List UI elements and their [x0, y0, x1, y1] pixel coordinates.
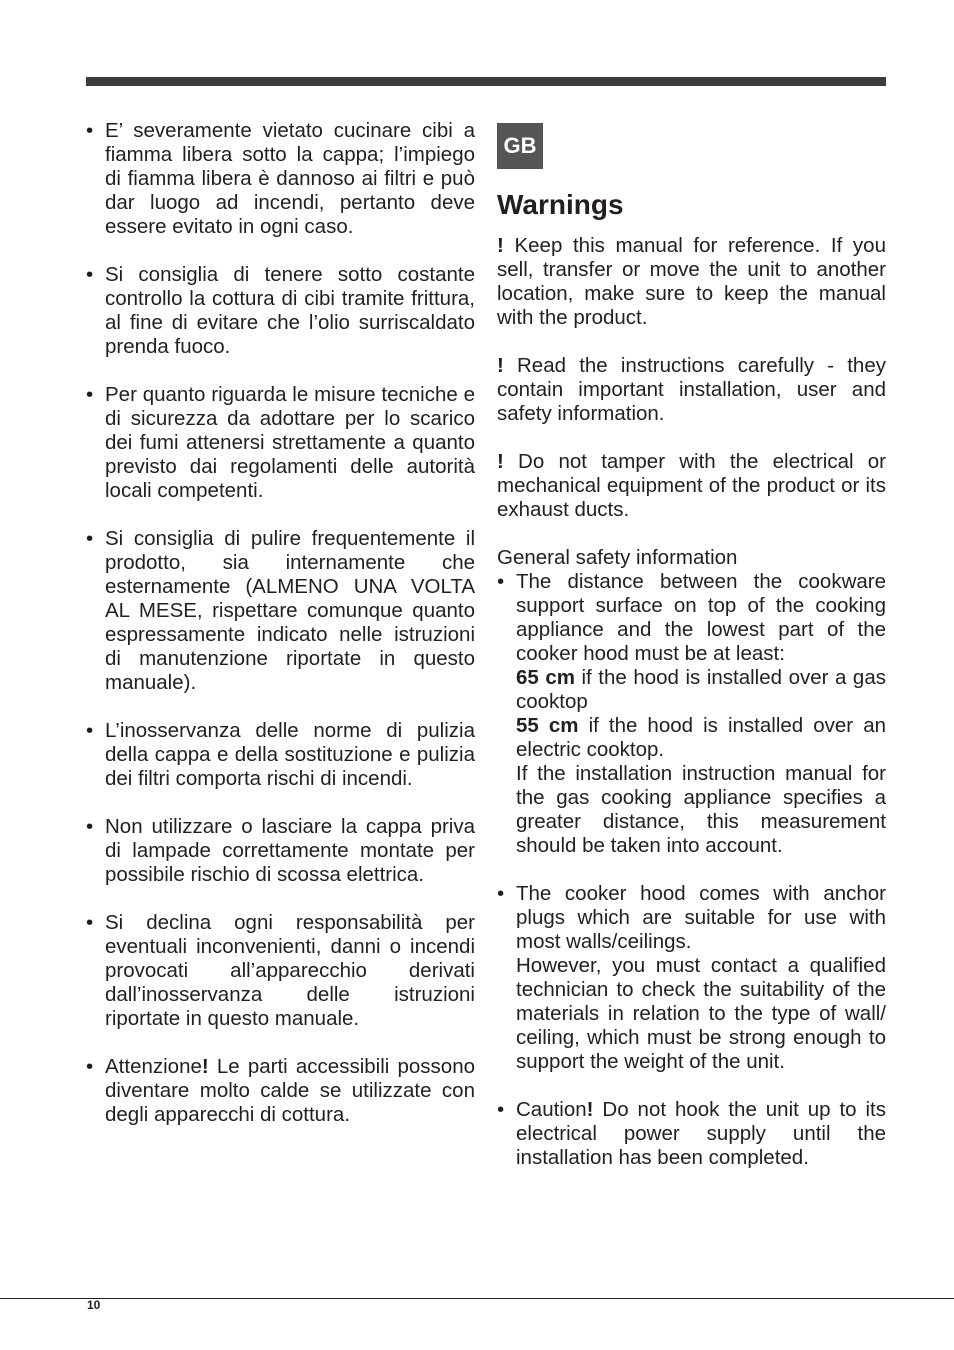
- list-item: • L’inosservanza delle norme di pulizia della cappa e della sostituzione e pulizia dei filtri comporta rischi di incendi.: [86, 719, 475, 791]
- footer-rule: [0, 1298, 954, 1299]
- page-number: 10: [87, 1298, 101, 1312]
- warning-text: Read the instructions carefully - they contain important installation, user and safety information.: [497, 354, 886, 425]
- list-item: • Non utilizzare o lasciare la cappa priva di lampade correttamente montate per possibile rischio di scossa elettrica.: [86, 815, 475, 887]
- section-title: General safety information: [497, 546, 738, 569]
- gas-distance-value: 65 cm: [516, 666, 575, 689]
- list-item: [497, 570, 886, 858]
- list-item: [86, 1055, 475, 1127]
- electric-distance-value: 55 cm: [516, 714, 579, 737]
- distance-intro: • The distance between the cookware support surface on top of the cooking appliance and the lowest part of the cooker hood must be at least:: [516, 570, 886, 665]
- list-item: • Si consiglia di tenere sotto costante controllo la cottura di cibi tramite frittura, al fine di evitare che l’olio surriscaldato prenda fuoco.: [86, 263, 475, 359]
- list-item: • Si declina ogni responsabilità per eventuali inconvenienti, danni o incendi provocati all’apparecchio derivati dall’inosservanza delle istruzioni riportate in questo manuale.: [86, 911, 475, 1031]
- list-item: • Si consiglia di pulire frequentemente il prodotto, sia internamente che esternamente (ALMENO UNA VOLTA AL MESE, rispettare comunque quanto espressamente indicato nelle istruzioni di manutenzione riportate in questo manuale).: [86, 527, 475, 695]
- caution-lead: Caution: [516, 1098, 587, 1121]
- attention-text: Le parti accessibili possono diventare molto calde se utilizzate con degli apparecchi di cottura.: [105, 1055, 475, 1126]
- warning-text: Keep this manual for reference. If you sell, transfer or move the unit to another location, make sure to keep the manual with the product.: [497, 234, 886, 329]
- list-item: • E’ severamente vietato cucinare cibi a fiamma libera sotto la cappa; l’impiego di fiamma libera è dannoso ai filtri e può dar luogo ad incendi, pertanto deve essere evitato in ogni caso.: [86, 119, 475, 239]
- exclamation-mark: !: [586, 1098, 594, 1121]
- warning-text: Do not tamper with the electrical or mechanical equipment of the product or its exhaust ducts.: [497, 450, 886, 521]
- list-item: [497, 882, 886, 1074]
- italian-warnings-list: [86, 119, 475, 1127]
- distance-note: If the installation instruction manual for the gas cooking appliance specifies a greater distance, this measurement should be taken into account.: [516, 762, 886, 857]
- english-warnings-column: [497, 123, 886, 1194]
- list-item: • Per quanto riguarda le misure tecniche e di sicurezza da adottare per lo scarico dei fumi attenersi strettamente a quanto previsto dai regolamenti delle autorità locali competenti.: [86, 383, 475, 503]
- electric-distance-text: if the hood is installed over an electric cooktop.: [516, 714, 886, 761]
- technician-text: However, you must contact a qualified technician to check the suitability of the materials in relation to the type of wall/ ceiling, which must be strong enough to support the weight of the unit.: [516, 954, 886, 1073]
- gas-distance: [516, 666, 886, 714]
- exclamation-mark: !: [497, 234, 504, 257]
- electric-distance: [516, 714, 886, 762]
- list-item: [497, 1098, 886, 1170]
- page-title: Warnings: [497, 189, 624, 220]
- exclamation-mark: !: [497, 354, 504, 377]
- italian-warnings-column: [86, 119, 475, 1151]
- exclamation-mark: !: [201, 1055, 209, 1078]
- warning-paragraph: [497, 450, 886, 522]
- attention-lead: Attenzione: [105, 1055, 202, 1078]
- anchor-plugs-text: • The cooker hood comes with anchor plugs which are suitable for use with most walls/ceilings.: [516, 882, 886, 953]
- warning-paragraph: [497, 354, 886, 426]
- language-badge: GB: [497, 123, 543, 169]
- safety-list: [497, 570, 886, 1170]
- exclamation-mark: !: [497, 450, 504, 473]
- caution-text: Do not hook the unit up to its electrical power supply until the installation has been completed.: [516, 1098, 886, 1169]
- warning-paragraph: [497, 234, 886, 330]
- header-rule: [86, 77, 886, 86]
- gas-distance-text: if the hood is installed over a gas cooktop: [516, 666, 886, 713]
